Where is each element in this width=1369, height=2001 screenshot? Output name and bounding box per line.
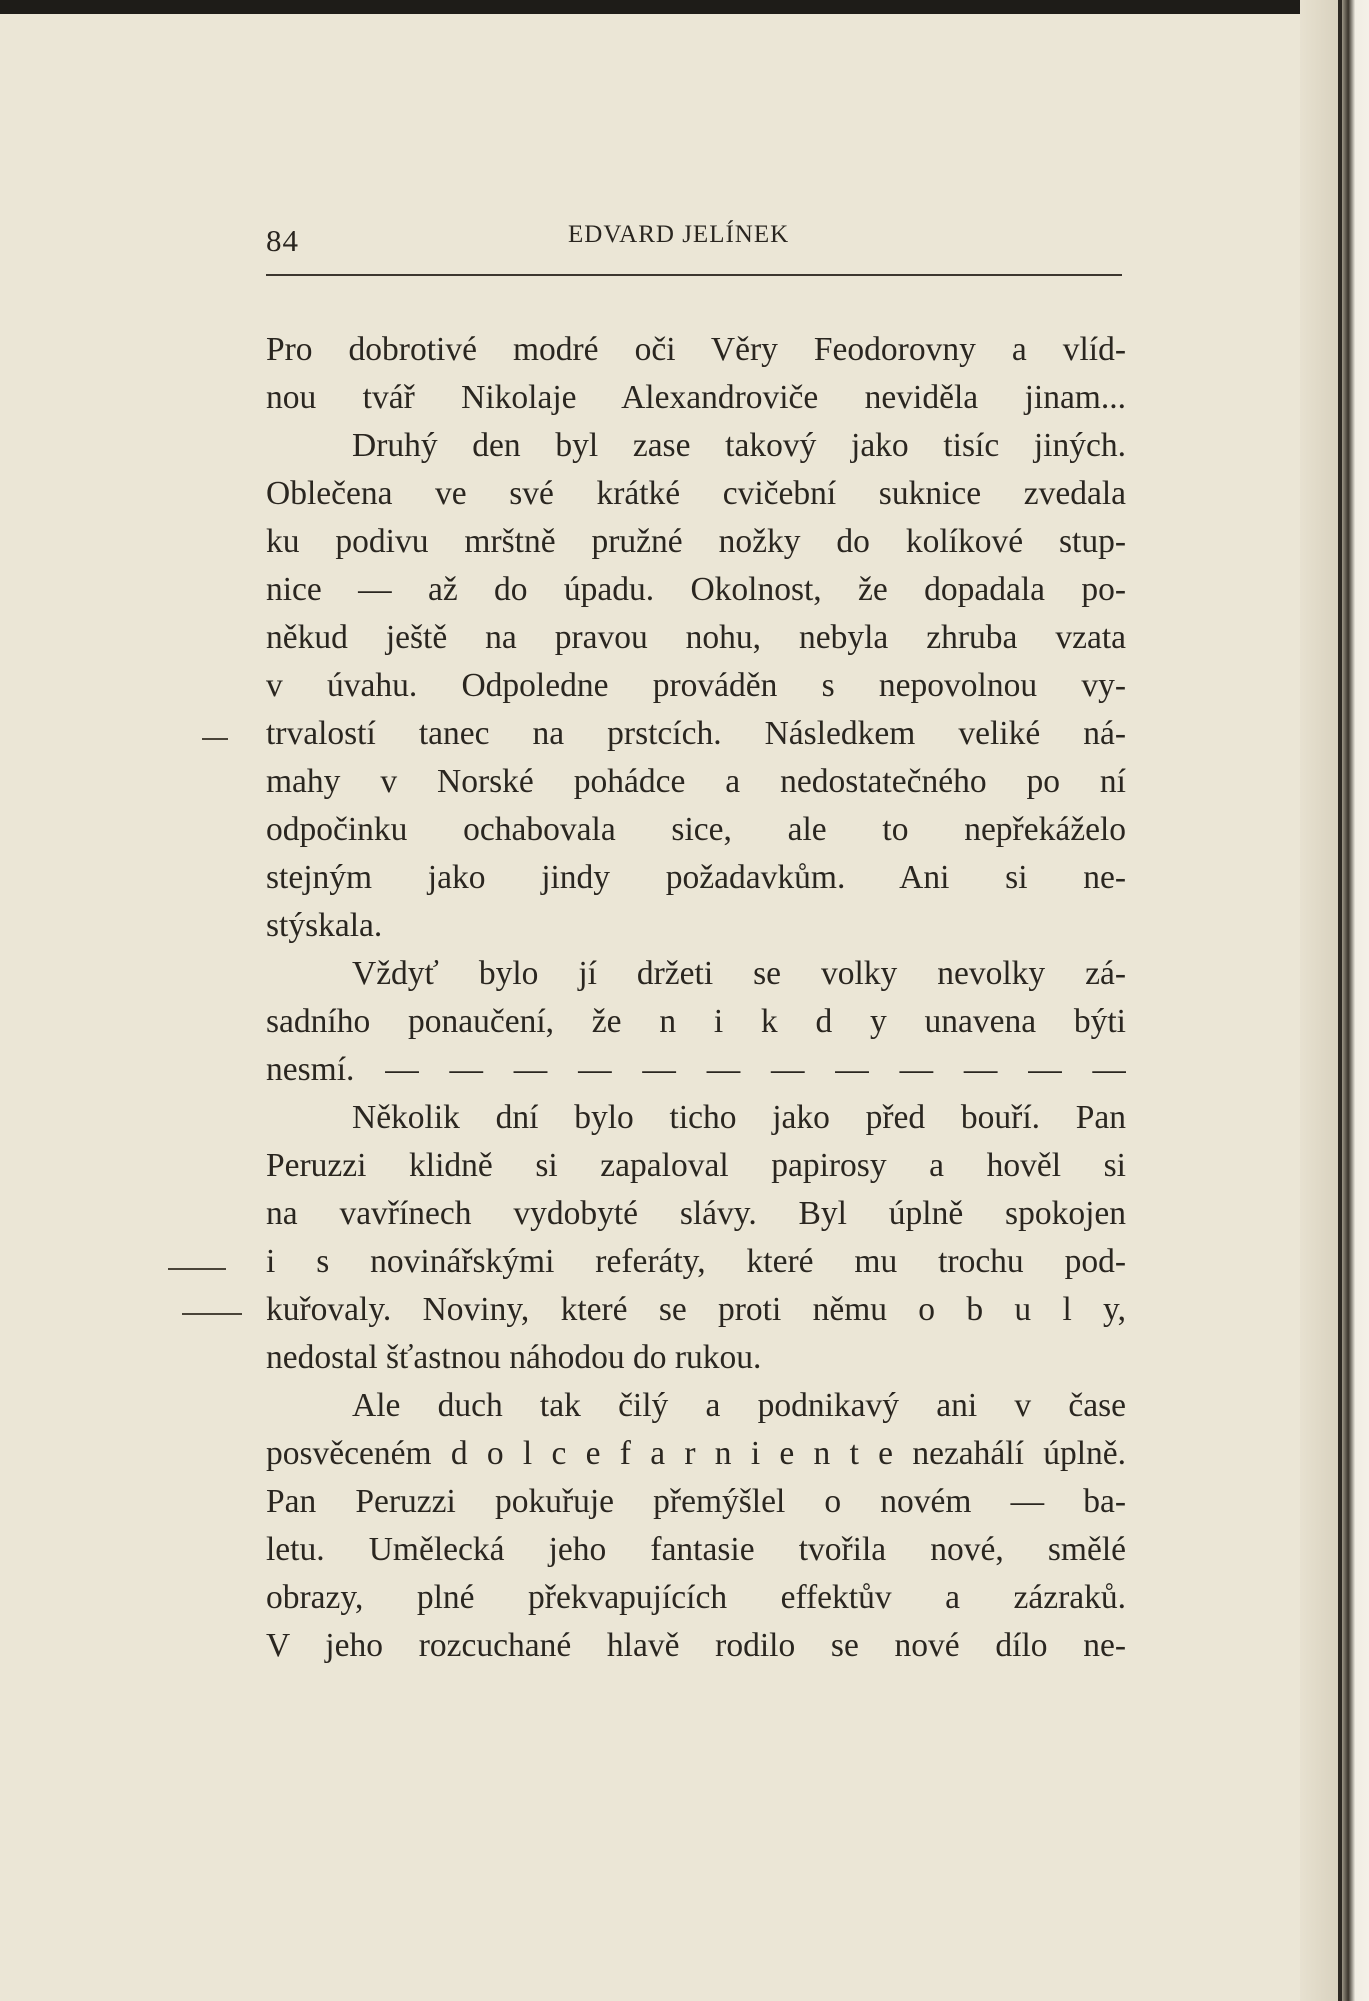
text-line: odpočinku ochabovala sice, ale to nepřekáželo [266,811,1126,848]
text-line: trvalostí tanec na prstcích. Následkem veliké ná- [266,715,1126,752]
text-line: stýskala. [266,907,383,944]
text-line: ku podivu mrštně pružné nožky do kolíkové stup- [266,523,1126,560]
running-head: EDVARD JELÍNEK [568,221,790,248]
text-line: Peruzzi klidně si zapaloval papirosy a hověl si [266,1147,1126,1184]
text-line: letu. Umělecká jeho fantasie tvořila nové, smělé [266,1531,1126,1568]
body-text [266,326,1126,1670]
text-line: nesmí. — — — — — — — — — — — — [266,1051,1126,1088]
text-line: i s novinářskými referáty, které mu trochu pod- [266,1243,1126,1280]
binding-edge [1338,0,1342,2001]
header-rule [266,274,1122,276]
text-line: Několik dní bylo ticho jako před bouří. Pan [352,1099,1126,1136]
text-line: Pro dobrotivé modré oči Věry Feodorovny a vlíd- [266,331,1126,368]
text-line: Druhý den byl zase takový jako tisíc jiných. [352,427,1126,464]
text-line: obrazy, plné překvapujících effektův a zázraků. [266,1579,1126,1616]
text-line: stejným jako jindy požadavkům. Ani si ne- [266,859,1126,896]
margin-pencil-mark [168,1268,226,1270]
text-line: nou tvář Nikolaje Alexandroviče neviděla jinam... [266,379,1126,416]
text-line: Pan Peruzzi pokuřuje přemýšlel o novém — ba- [266,1483,1126,1520]
text-line: na vavřínech vydobyté slávy. Byl úplně spokojen [266,1195,1126,1232]
margin-pencil-mark [202,738,228,740]
text-line: Oblečena ve své krátké cvičební suknice zvedala [266,475,1126,512]
text-line: mahy v Norské pohádce a nedostatečného po ní [266,763,1126,800]
text-line: posvěceném d o l c e f a r n i e n t e nezahálí úplně. [266,1435,1126,1472]
scan-right-edge [1300,0,1369,2001]
text-line: Ale duch tak čilý a podnikavý ani v čase [352,1387,1126,1424]
page-header [266,215,1126,275]
text-line: Vždyť bylo jí držeti se volky nevolky zá- [352,955,1126,992]
text-line: nedostal šťastnou náhodou do rukou. [266,1339,762,1376]
text-line: V jeho rozcuchané hlavě rodilo se nové dílo ne- [266,1627,1126,1664]
text-line: nice — až do úpadu. Okolnost, že dopadala po- [266,571,1126,608]
text-line: v úvahu. Odpoledne prováděn s nepovolnou vy- [266,667,1126,704]
page-number: 84 [266,223,299,258]
text-line: někud ještě na pravou nohu, nebyla zhruba vzata [266,619,1126,656]
text-line: kuřovaly. Noviny, které se proti němu o b u l y, [266,1291,1126,1328]
margin-pencil-mark [182,1313,242,1315]
text-line: sadního ponaučení, že n i k d y unavena býti [266,1003,1126,1040]
scan-top-edge [0,0,1369,14]
